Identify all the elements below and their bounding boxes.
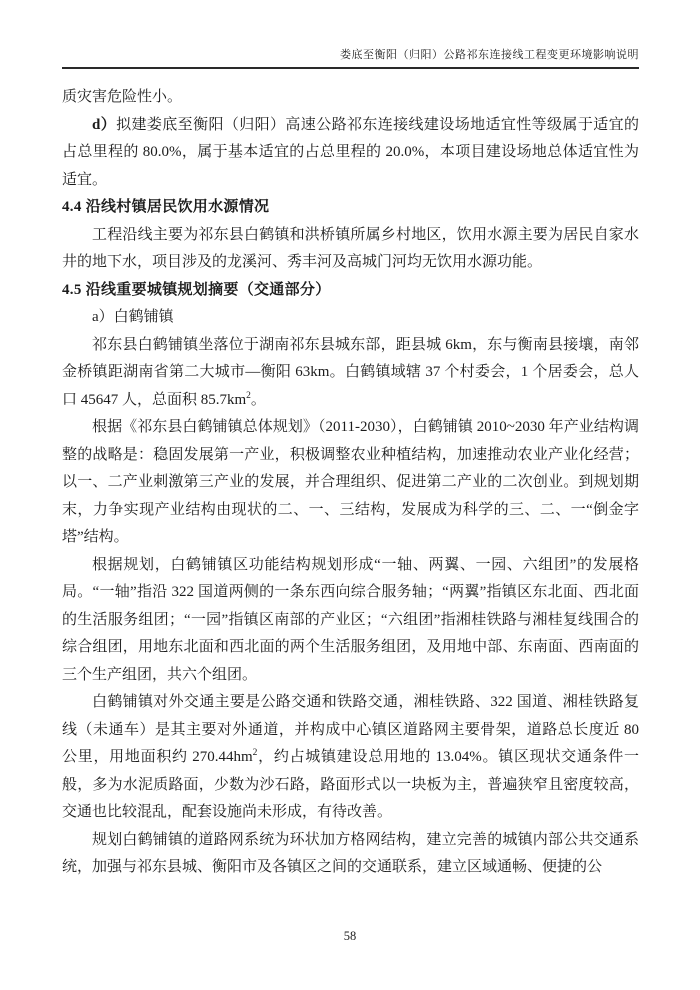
paragraph-continuation: 质灾害危险性小。 [62,89,183,105]
paragraph-road-network-plan: 规划白鹤铺镇的道路网系统为环状加方格网结构，建立完善的城镇内部公共交通系统，加强与祁东县城、衡阳市及各镇区之间的交通联系，建立区域通畅、便捷的公 [62,831,639,875]
paragraph-item-d [62,112,639,195]
section-heading-4-4: 4.4 沿线村镇居民饮用水源情况 [62,199,270,215]
item-d-label: d） [92,116,117,133]
section-heading-4-5: 4.5 沿线重要城镇规划摘要（交通部分） [62,281,331,298]
paragraph-traffic [62,689,639,827]
page-header [62,46,639,69]
header-title: 娄底至衡阳（归阳）公路祁东连接线工程变更环境影响说明 [340,49,639,61]
superscript-hm2: 2 [252,748,258,758]
paragraph-functional-structure: 根据规划，白鹤铺镇区功能结构规划形成“一轴、两翼、一园、六组团”的发展格局。“一轴”指沿 322 国道两侧的一条东西向综合服务轴；“两翼”指镇区东北面、西北面的生活服务组团；“一园”指镇区南部的产业区；“六组团”指湘桂铁路与湘桂复线围合的综合组团，用地东北面和西北面的两个生活服务组团，及用地中部、东南面、西南面的三个生产组团，共六个组团。 [62,556,639,683]
subitem-a-baihepu-town: a）白鹤铺镇 [92,309,174,325]
page-number: 58 [343,929,357,943]
paragraph-town-overview [62,332,639,415]
document-body [62,84,639,882]
town-overview-text-end: 。 [250,391,266,408]
traffic-text-end: ，约占城镇建设总用地的 13.04%。镇区现状交通条件一般，多为水泥质路面，少数为沙石路，路面形式以一块板为主，普遍狭窄且密度较高，交通也比较混乱，配套设施尚未形成，有待改善。 [62,749,640,820]
town-overview-text: 祁东县白鹤铺镇坐落位于湖南祁东县城东部，距县城 6km，东与衡南县接壤，南邻金桥镇距湖南省第二大城市—衡阳 63km。白鹤镇域辖 37 个村委会，1 个居委会，总人口 45647 人，总面积 85.7km [62,336,639,408]
paragraph-master-plan: 根据《祁东县白鹤铺镇总体规划》（2011-2030），白鹤铺镇 2010~2030 年产业结构调整的战略是：稳固发展第一产业，积极调整农业种植结构，加速推动农业产业化经营；以一、二产业刺激第三产业的发展，并合理组织、促进第二产业的二次创业。到规划期末，力争实现产业结构由现状的二、一、三结构，发展成为科学的三、二、一“倒金字塔”结构。 [62,419,639,545]
paragraph-water-source: 工程沿线主要为祁东县白鹤镇和洪桥镇所属乡村地区，饮用水源主要为居民自家水井的地下水，项目涉及的龙溪河、秀丰河及高城门河均无饮用水源功能。 [62,226,639,270]
superscript-km2: 2 [246,390,251,401]
page-footer [0,929,700,944]
traffic-text: 白鹤铺镇对外交通主要是公路交通和铁路交通，湘桂铁路、322 国道、湘桂铁路复线（未通车）是其主要对外通道，并构成中心镇区道路网主要骨架，道路总长度近 80 公里，用地面积约 270.44hm [62,694,639,765]
item-d-text: 拟建娄底至衡阳（归阳）高速公路祁东连接线建设场地适宜性等级属于适宜的占总里程的 80.0%，属于基本适宜的占总里程的 20.0%，本项目建设场地总体适宜性为适宜。 [62,116,639,188]
